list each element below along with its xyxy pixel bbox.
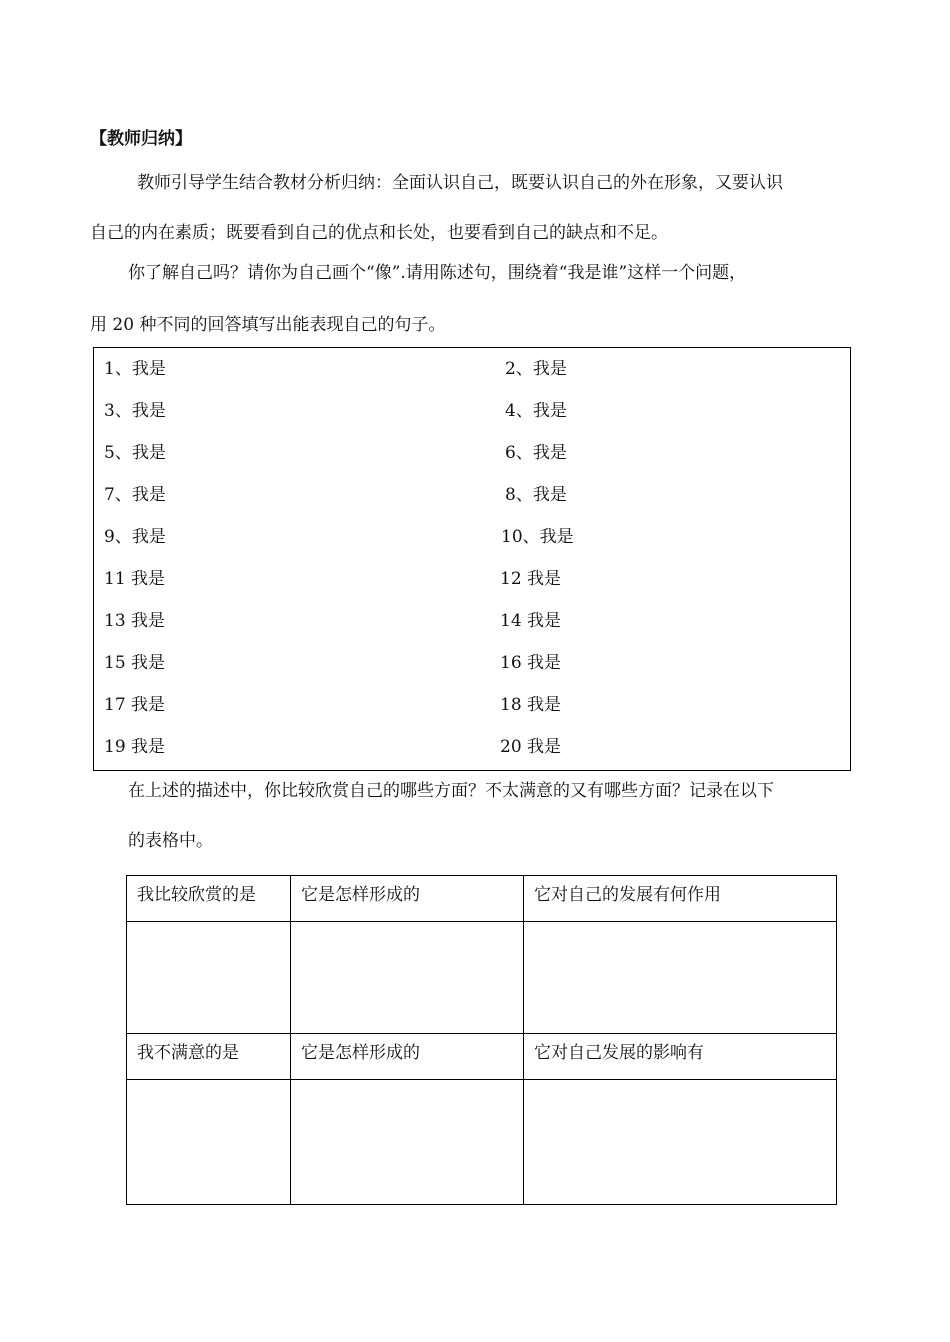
summary-paragraph-line-1: 教师引导学生结合教材分析归纳：全面认识自己，既要认识自己的外在形象，又要认识 (137, 173, 783, 193)
answer-item[interactable]: 14 我是 (500, 611, 562, 631)
appreciate-answer-cell[interactable] (127, 922, 291, 1034)
dissatisfied-answer-cell[interactable] (127, 1080, 291, 1205)
answer-item[interactable]: 8、我是 (505, 485, 567, 505)
effect-header-cell: 它对自己的发展有何作用 (524, 876, 837, 922)
reflection-prompt-line-1: 在上述的描述中，你比较欣赏自己的哪些方面？不太满意的又有哪些方面？记录在以下 (128, 781, 774, 801)
answer-item[interactable]: 2、我是 (505, 359, 567, 379)
answer-item[interactable]: 5、我是 (104, 443, 166, 463)
appreciate-formation-cell[interactable] (291, 922, 524, 1034)
answer-item[interactable]: 7、我是 (104, 485, 166, 505)
formation-header-cell: 它是怎样形成的 (291, 876, 524, 922)
answer-item[interactable]: 6、我是 (505, 443, 567, 463)
dissatisfied-header-cell: 我不满意的是 (127, 1034, 291, 1080)
answer-item[interactable]: 1、我是 (104, 359, 166, 379)
instruction-paragraph-line-1: 你了解自己吗？请你为自己画个“像”.请用陈述句，围绕着“我是谁”这样一个问题， (128, 263, 747, 283)
answer-item[interactable]: 19 我是 (104, 737, 166, 757)
dissatisfied-answer-row (127, 1080, 837, 1205)
answer-item[interactable]: 15 我是 (104, 653, 166, 673)
appreciate-header-row (127, 876, 837, 922)
answer-item[interactable]: 20 我是 (500, 737, 562, 757)
summary-paragraph-line-2: 自己的内在素质；既要看到自己的优点和长处，也要看到自己的缺点和不足。 (90, 223, 668, 243)
instruction-paragraph-line-2: 用 20 种不同的回答填写出能表现自己的句子。 (90, 315, 446, 335)
answer-item[interactable]: 18 我是 (500, 695, 562, 715)
answer-item[interactable]: 3、我是 (104, 401, 166, 421)
dissatisfied-impact-cell[interactable] (524, 1080, 837, 1205)
section-heading: 【教师归纳】 (90, 129, 192, 149)
formation-header-cell: 它是怎样形成的 (291, 1034, 524, 1080)
appreciate-effect-cell[interactable] (524, 922, 837, 1034)
answer-item[interactable]: 12 我是 (500, 569, 562, 589)
reflection-table (126, 875, 837, 1205)
reflection-prompt-line-2: 的表格中。 (128, 831, 213, 851)
who-am-i-answer-box (93, 347, 851, 771)
answer-item[interactable]: 9、我是 (104, 527, 166, 547)
dissatisfied-formation-cell[interactable] (291, 1080, 524, 1205)
answer-item[interactable]: 11 我是 (104, 569, 166, 589)
answer-item[interactable]: 16 我是 (500, 653, 562, 673)
impact-header-cell: 它对自己发展的影响有 (524, 1034, 837, 1080)
dissatisfied-header-row (127, 1034, 837, 1080)
answer-item[interactable]: 10、我是 (501, 527, 574, 547)
answer-item[interactable]: 4、我是 (505, 401, 567, 421)
appreciate-answer-row (127, 922, 837, 1034)
answer-item[interactable]: 17 我是 (104, 695, 166, 715)
appreciate-header-cell: 我比较欣赏的是 (127, 876, 291, 922)
answer-item[interactable]: 13 我是 (104, 611, 166, 631)
